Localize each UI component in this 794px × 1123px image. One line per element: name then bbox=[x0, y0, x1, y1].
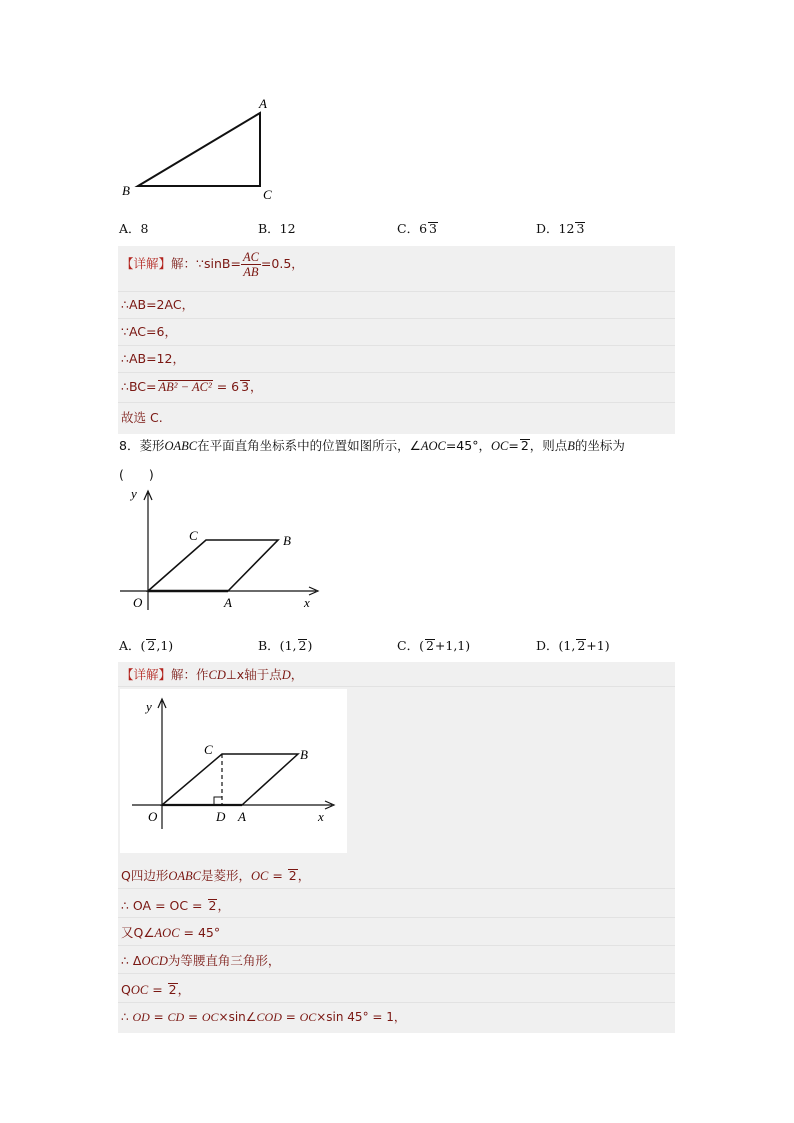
right-angle-mark bbox=[214, 797, 222, 805]
q8-solution-line-3: ∴ OA = OC = 2， bbox=[121, 898, 230, 913]
label-a: A bbox=[259, 96, 267, 111]
label-c: C bbox=[204, 742, 213, 757]
fraction-ac-ab: $\frac{AC}{AB}$ bbox=[242, 250, 259, 279]
q8-solution-line-4: 又Q∠AOC = 45° bbox=[121, 925, 221, 940]
q8-solution-line-1: 【详解】解：作CD⊥x轴于点D， bbox=[121, 667, 304, 682]
label-c: C bbox=[189, 528, 198, 543]
sqrt-3: 3 bbox=[241, 379, 250, 394]
q7-solution-line-1: 【详解】解：∵sinB= $\frac{AC}{AB}$ =0.5， bbox=[121, 250, 304, 279]
sqrt-2: 2 bbox=[425, 638, 434, 653]
q7-solution-line-5: ∴BC= AB² − AC² = 6 3， bbox=[121, 379, 263, 394]
q8-option-a[interactable]: A．( 2,1) bbox=[119, 638, 174, 653]
rhombus-figure bbox=[118, 485, 328, 615]
sqrt-2: 2 bbox=[147, 638, 156, 653]
q7-option-c[interactable]: C．6 3 bbox=[397, 221, 437, 236]
label-b: B bbox=[122, 183, 130, 198]
q7-option-a[interactable]: A．8 bbox=[119, 221, 149, 236]
label-o: O bbox=[133, 595, 143, 610]
q8-solution-line-7: ∴ OD = CD = OC×sin∠COD = OC×sin 45° = 1， bbox=[121, 1010, 406, 1024]
label-c: C bbox=[263, 187, 272, 202]
sqrt-2: 2 bbox=[208, 898, 217, 913]
q7-solution-line-3: ∵AC=6， bbox=[121, 324, 177, 339]
label-b: B bbox=[300, 747, 308, 762]
q8-solution-line-6: QOC = 2， bbox=[121, 982, 191, 997]
label-d: D bbox=[216, 809, 226, 824]
q7-option-b[interactable]: B．12 bbox=[258, 221, 296, 236]
label-a: A bbox=[224, 595, 232, 610]
label-a: A bbox=[238, 809, 246, 824]
q7-option-d[interactable]: D．12 3 bbox=[536, 221, 585, 236]
sqrt-2: 2 bbox=[288, 868, 297, 883]
q8-question: 8．菱形OABC在平面直角坐标系中的位置如图所示，∠AOC=45°，OC= 2，则点B的坐标为 bbox=[119, 438, 625, 453]
q8-option-c[interactable]: C．( 2+1,1) bbox=[397, 638, 471, 653]
q7-solution-line-2: ∴AB=2AC， bbox=[121, 297, 195, 312]
sqrt-2: 2 bbox=[298, 638, 307, 653]
label-y: y bbox=[146, 699, 152, 714]
q7-solution-line-4: ∴AB=12， bbox=[121, 351, 185, 366]
q8-answer-blank: ( ) bbox=[119, 467, 154, 482]
q7-solution-line-6: 故选 C. bbox=[121, 410, 163, 425]
rhombus-oabc bbox=[162, 754, 298, 805]
solution-rhombus-figure bbox=[120, 689, 347, 853]
sqrt-3: 3 bbox=[576, 221, 585, 236]
sqrt-2: 2 bbox=[577, 638, 586, 653]
label-x: x bbox=[318, 809, 324, 824]
label-b: B bbox=[283, 533, 291, 548]
q8-option-d[interactable]: D．(1, 2+1) bbox=[536, 638, 610, 653]
label-o: O bbox=[148, 809, 158, 824]
q8-solution-line-5: ∴ ΔOCD为等腰直角三角形， bbox=[121, 953, 281, 968]
sqrt-ab2-ac2: AB² − AC² bbox=[158, 380, 212, 394]
triangle-abc bbox=[138, 113, 260, 186]
triangle-figure bbox=[118, 92, 288, 207]
sqrt-2: 2 bbox=[520, 438, 529, 453]
q8-option-b[interactable]: B．(1, 2) bbox=[258, 638, 313, 653]
label-x: x bbox=[304, 595, 310, 610]
sqrt-2: 2 bbox=[168, 982, 177, 997]
q8-solution-line-2: Q四边形OABC是菱形，OC = 2， bbox=[121, 868, 311, 883]
sqrt-3: 3 bbox=[429, 221, 437, 236]
rhombus-oabc bbox=[148, 540, 278, 591]
label-y: y bbox=[131, 486, 137, 501]
